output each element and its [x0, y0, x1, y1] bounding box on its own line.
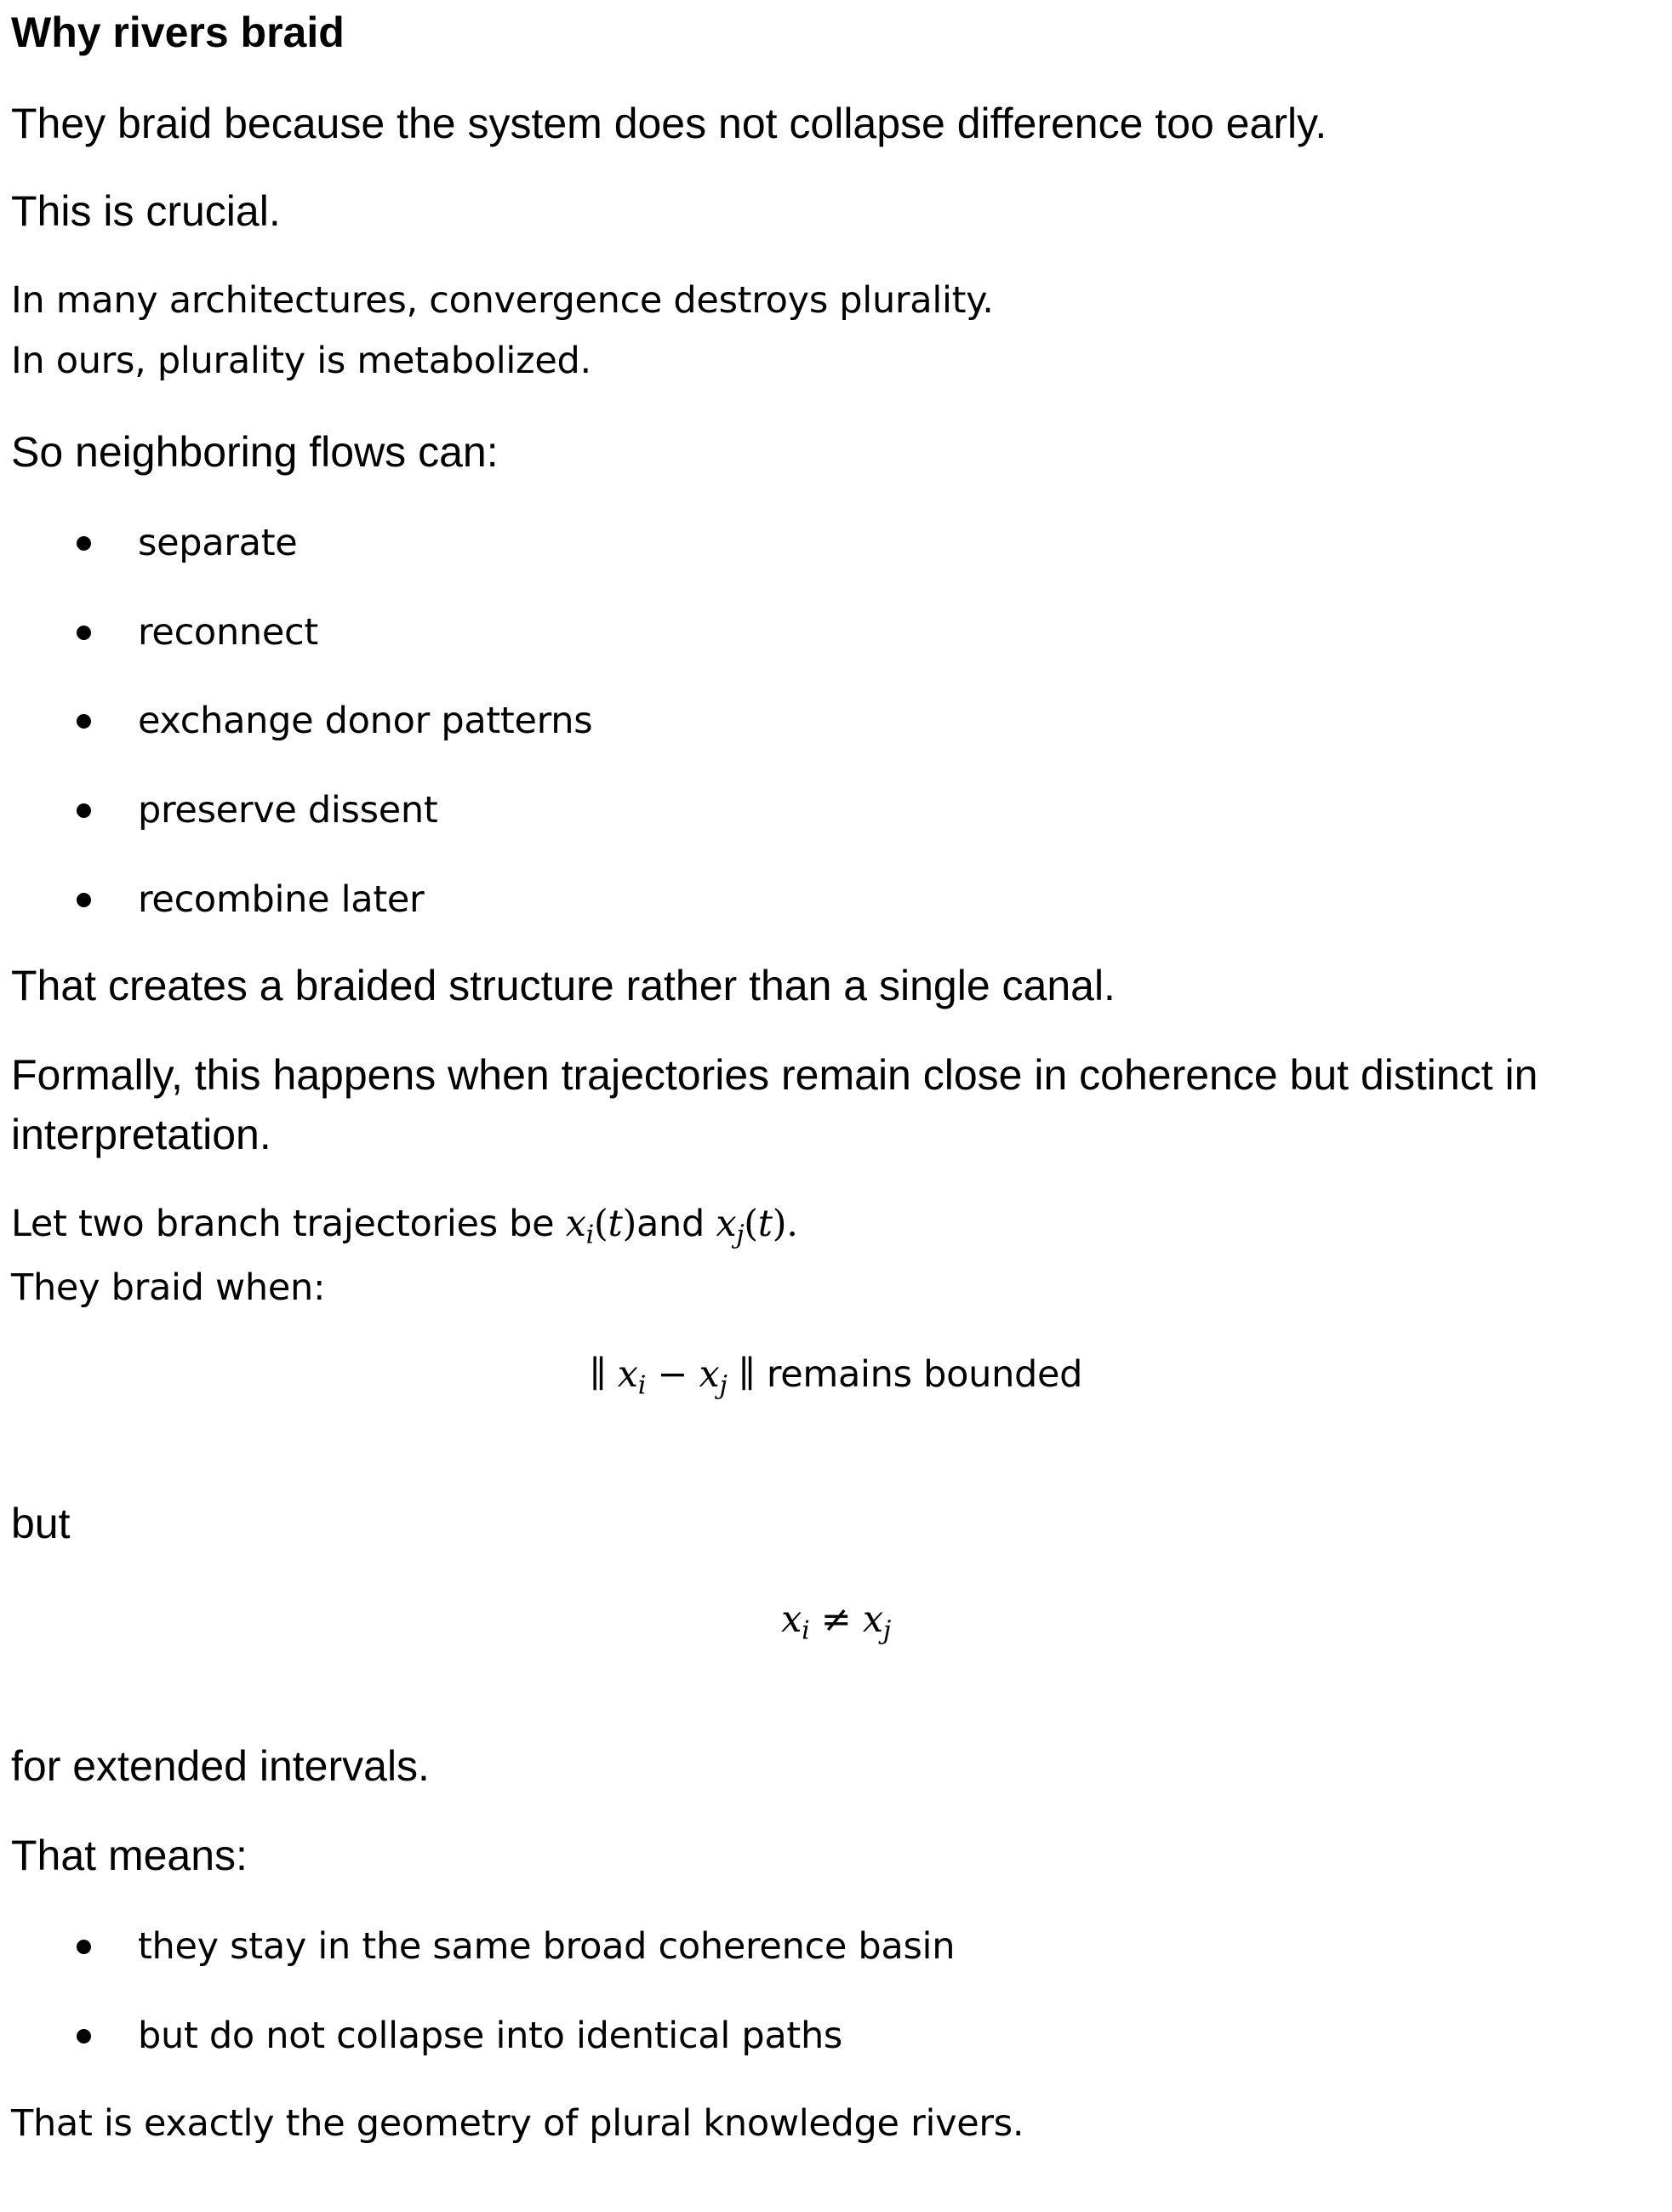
equation-bounded: ∥ $x_i - x_j$ ∥ remains bounded — [589, 1353, 1083, 1401]
structure-text: That creates a braided structure rather than a single canal. — [11, 962, 1116, 1009]
flows-intro: So neighboring flows can: — [11, 428, 499, 476]
bullet-icon — [77, 1940, 91, 1954]
heading: Why rivers braid — [11, 9, 345, 56]
bullet-icon — [77, 893, 91, 907]
bullet-icon — [77, 2029, 91, 2043]
means-intro: That means: — [11, 1832, 248, 1879]
trajectories-line-2: They braid when: — [11, 1266, 326, 1309]
extended-text: for extended intervals. — [11, 1742, 430, 1790]
bullet-icon — [77, 536, 91, 551]
intro-line-1: They braid because the system does not collapse difference too early. — [11, 100, 1327, 147]
intro-line-2: This is crucial. — [11, 187, 281, 235]
equation-distinct: $x_i \ne x_j$ — [781, 1598, 891, 1646]
formally-line-2: interpretation. — [11, 1111, 271, 1158]
math-xj-t: $x_j(t)$ — [716, 1203, 787, 1250]
bullet-icon — [77, 714, 91, 729]
trajectories-line-1: Let two branch trajectories be $x_i(t)and$ $x_j(t)$. — [11, 1203, 798, 1250]
math-xi-t: $x_i(t)$ — [565, 1203, 636, 1250]
but-text: but — [11, 1500, 71, 1547]
contrast-line-1: In many architectures, convergence destroys plurality. — [11, 279, 994, 322]
bullet-icon — [77, 803, 91, 818]
formally-line-1: Formally, this happens when trajectories remain close in coherence but distinct in — [11, 1051, 1538, 1099]
bullet-icon — [77, 626, 91, 640]
closing-text: That is exactly the geometry of plural knowledge rivers. — [11, 2102, 1024, 2145]
contrast-line-2: In ours, plurality is metabolized. — [11, 340, 591, 382]
